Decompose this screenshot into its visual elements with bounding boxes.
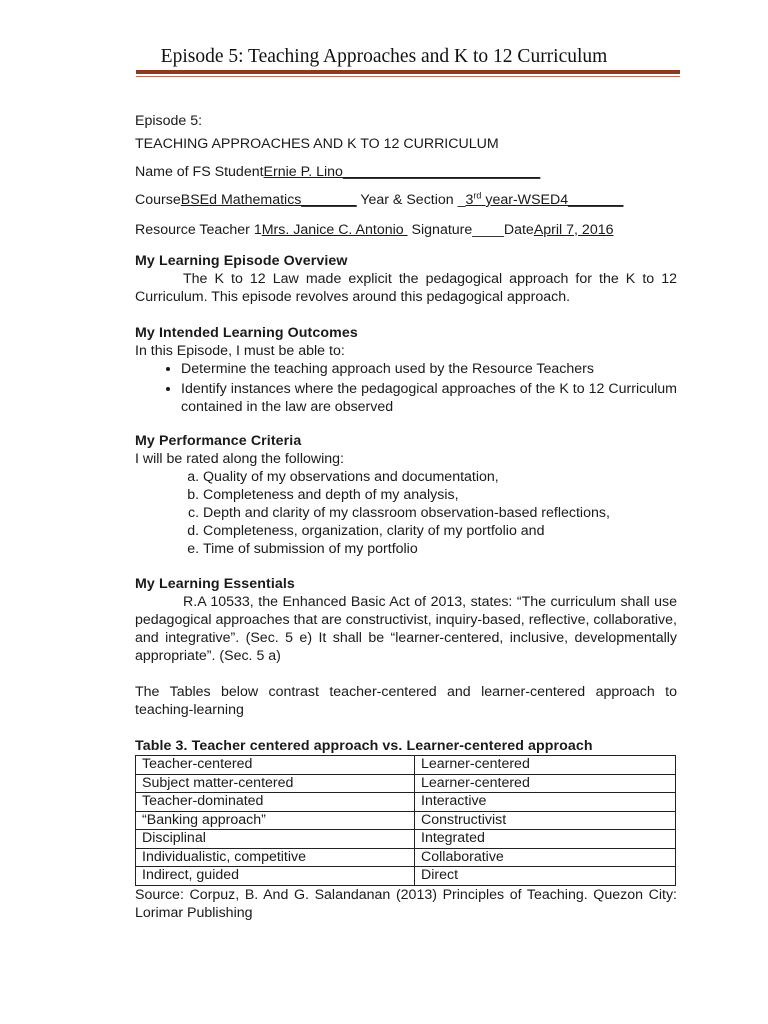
overview-text: The K to 12 Law made explicit the pedagogical approach for the K to 12 Curriculum. This episode revolves around this pedagogical approach. [135, 271, 677, 305]
outcomes-heading: My Intended Learning Outcomes [135, 325, 358, 341]
list-item: • Determine the teaching approach used by the Resource Teachers [181, 360, 677, 378]
table-cell: Learner-centered [415, 756, 676, 775]
criteria-list [135, 468, 677, 558]
resource-teacher-value: Mrs. Janice C. Antonio [261, 222, 408, 238]
header-rule-thin [136, 76, 680, 77]
table-cell: Collaborative [415, 848, 676, 867]
table-cell: Direct [415, 867, 676, 886]
table-row [136, 774, 676, 793]
episode-label: Episode 5: [135, 113, 203, 129]
student-name-label: Name of FS Student [135, 164, 264, 180]
year-section-rest: year-WSED4_______ [481, 192, 624, 208]
resource-teacher-line [135, 221, 677, 239]
table-cell: “Banking approach” [136, 811, 415, 830]
approach-table [135, 755, 676, 886]
table-cell: Teacher-centered [136, 756, 415, 775]
list-item: a. Quality of my observations and documentation, [203, 468, 677, 486]
course-label: Course [135, 192, 181, 208]
table-row [136, 848, 676, 867]
table-cell: Indirect, guided [136, 867, 415, 886]
table-cell: Individualistic, competitive [136, 848, 415, 867]
table-caption: Table 3. Teacher centered approach vs. Learner-centered approach [135, 738, 593, 754]
year-section-label: Year & Section [356, 192, 458, 208]
list-item: c. Depth and clarity of my classroom observation-based reflections, [203, 504, 677, 522]
year-ordinal: rd [473, 190, 482, 201]
table-row [136, 867, 676, 886]
outcomes-lead: In this Episode, I must be able to: [135, 343, 345, 359]
tables-intro: The Tables below contrast teacher-centered and learner-centered approach to teaching-learning [135, 684, 677, 718]
table-cell: Teacher-dominated [136, 793, 415, 812]
essentials-heading: My Learning Essentials [135, 576, 295, 592]
table-row [136, 756, 676, 775]
criteria-heading: My Performance Criteria [135, 433, 302, 449]
list-item: e. Time of submission of my portfolio [203, 540, 677, 558]
list-item: d. Completeness, organization, clarity of my portfolio and [203, 522, 677, 540]
course-line: CourseBSEd Mathematics_______ Year & Section _3rd year-WSED4_______ [135, 190, 624, 208]
table-cell: Disciplinal [136, 830, 415, 849]
criteria-lead: I will be rated along the following: [135, 451, 344, 467]
table-row [136, 830, 676, 849]
course-value: BSEd Mathematics_______ [180, 192, 357, 208]
table-cell: Constructivist [415, 811, 676, 830]
table-cell: Subject matter-centered [136, 774, 415, 793]
resource-teacher-label: Resource Teacher 1 [135, 222, 262, 238]
year-number: 3 [465, 192, 474, 208]
table-source: Source: Corpuz, B. And G. Salandanan (2013) Principles of Teaching. Quezon City: Lorimar Publishing [135, 886, 677, 921]
list-item: • Identify instances where the pedagogical approaches of the K to 12 Curriculum contained in the law are observed [181, 380, 677, 416]
table-row [136, 793, 676, 812]
outcomes-list [135, 360, 677, 416]
signature-date-label: Signature____Date [407, 222, 534, 238]
overview-heading: My Learning Episode Overview [135, 253, 348, 269]
document-body [135, 112, 677, 922]
table-cell: Learner-centered [415, 774, 676, 793]
header-rule [136, 70, 680, 74]
episode-title: TEACHING APPROACHES AND K TO 12 CURRICULUM [135, 136, 499, 152]
student-name-value: Ernie P. Lino_________________________ [263, 164, 541, 180]
year-section-value [466, 192, 624, 208]
table-row [136, 811, 676, 830]
date-value: April 7, 2016 [533, 222, 614, 238]
list-item: b. Completeness and depth of my analysis, [203, 486, 677, 504]
table-cell: Interactive [415, 793, 676, 812]
table-cell: Integrated [415, 830, 676, 849]
student-name-line [135, 163, 677, 181]
essentials-paragraph: R.A 10533, the Enhanced Basic Act of 2013, states: “The curriculum shall use pedagogical approaches that are constructivist, inquiry-based, reflective, collaborative, and integrative”. (Sec. 5 e) It shall be “learner-centered, inclusive, developmentally appropriate”. (Sec. 5 a) [135, 594, 677, 664]
page-header-title: Episode 5: Teaching Approaches and K to 12 Curriculum [160, 46, 608, 67]
